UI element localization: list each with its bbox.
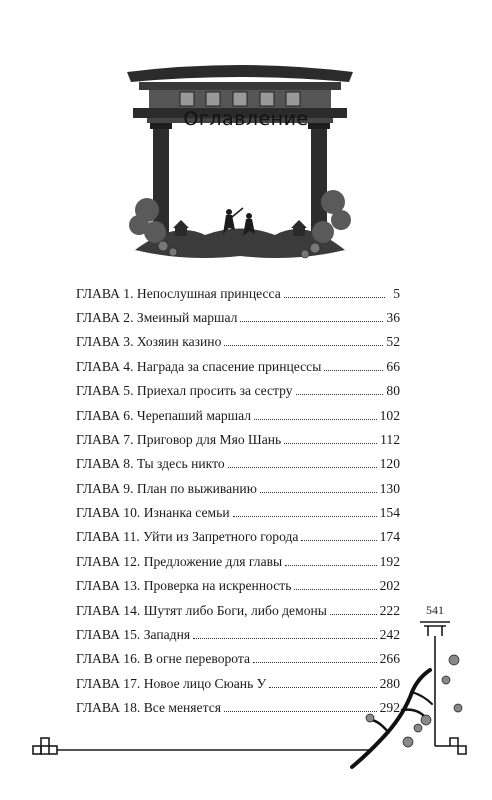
toc-entry[interactable] (76, 529, 400, 553)
dot-leader (285, 553, 376, 566)
toc-entry-label: ГЛАВА 10. Изнанка семьи (76, 505, 230, 521)
toc-entry-page: 292 (379, 700, 400, 716)
toc-entry-page: 102 (379, 407, 400, 423)
lattice-border-ornament (30, 732, 370, 762)
toc-entry-page: 192 (379, 553, 400, 569)
toc-entry-label: ГЛАВА 17. Новое лицо Сюань У (76, 675, 267, 691)
toc-entry-label: ГЛАВА 6. Черепаший маршал (76, 407, 252, 423)
toc-entry-label: ГЛАВА 3. Хозяин казино (76, 334, 222, 350)
toc-entry[interactable] (76, 456, 400, 480)
toc-entry-label: ГЛАВА 11. Уйти из Запретного города (76, 529, 299, 545)
toc-entry-label: ГЛАВА 16. В огне переворота (76, 651, 251, 667)
dot-leader (233, 505, 377, 518)
toc-entry-page: 222 (379, 602, 400, 618)
page-title: Оглавление (183, 108, 309, 130)
toc-entry-page: 36 (386, 309, 400, 325)
torii-gate-illustration (125, 50, 355, 270)
dot-leader (284, 431, 377, 444)
dot-leader (224, 334, 383, 347)
toc-entry[interactable] (76, 285, 400, 309)
toc-entry-page: 266 (379, 651, 400, 667)
toc-entry-page: 154 (379, 505, 400, 521)
toc-entry-page: 120 (379, 456, 400, 472)
dot-leader (294, 578, 376, 591)
toc-entry-label: ГЛАВА 14. Шутят либо Боги, либо демоны (76, 602, 327, 618)
toc-entry[interactable] (76, 407, 400, 431)
toc-entry[interactable] (76, 383, 400, 407)
toc-entry[interactable] (76, 553, 400, 577)
dot-leader (284, 285, 385, 298)
dot-leader (296, 383, 384, 396)
dot-leader (228, 456, 377, 469)
toc-entry[interactable] (76, 505, 400, 529)
toc-entry[interactable] (76, 334, 400, 358)
toc-entry-label: ГЛАВА 9. План по выживанию (76, 480, 257, 496)
toc-entry-page: 242 (379, 627, 400, 643)
page-number: 541 (426, 603, 444, 617)
cherry-blossom-branch-ornament (350, 612, 470, 772)
toc-entry-label: ГЛАВА 4. Награда за спасение принцессы (76, 358, 322, 374)
dot-leader (240, 309, 383, 322)
toc-entry[interactable] (76, 358, 400, 382)
toc-entry[interactable] (76, 431, 400, 455)
dot-leader (254, 407, 377, 420)
dot-leader (324, 358, 383, 371)
toc-entry-page: 52 (386, 334, 400, 350)
toc-entry-page: 280 (379, 675, 400, 691)
dot-leader (260, 480, 377, 493)
toc-entry-label: ГЛАВА 1. Непослушная принцесса (76, 285, 281, 301)
toc-entry-label: ГЛАВА 7. Приговор для Мяо Шань (76, 431, 282, 447)
toc-entry[interactable] (76, 309, 400, 333)
toc-entry-page: 130 (379, 480, 400, 496)
toc-entry-label: ГЛАВА 8. Ты здесь никто (76, 456, 225, 472)
dot-leader (301, 529, 376, 542)
toc-entry[interactable] (76, 480, 400, 504)
toc-entry-page: 5 (393, 285, 400, 301)
toc-entry-page: 80 (386, 383, 400, 399)
toc-entry-page: 66 (386, 358, 400, 374)
toc-entry-page: 112 (380, 431, 400, 447)
toc-entry-label: ГЛАВА 5. Приехал просить за сестру (76, 383, 293, 399)
toc-entry-label: ГЛАВА 2. Змеиный маршал (76, 309, 238, 325)
toc-entry-label: ГЛАВА 13. Проверка на искренность (76, 578, 292, 594)
toc-entry-label: ГЛАВА 12. Предложение для главы (76, 553, 283, 569)
toc-entry-label: ГЛАВА 18. Все меняется (76, 700, 221, 716)
toc-entry-label: ГЛАВА 15. Западня (76, 627, 191, 643)
toc-entry-page: 202 (379, 578, 400, 594)
toc-entry[interactable] (76, 578, 400, 602)
toc-entry-page: 174 (379, 529, 400, 545)
